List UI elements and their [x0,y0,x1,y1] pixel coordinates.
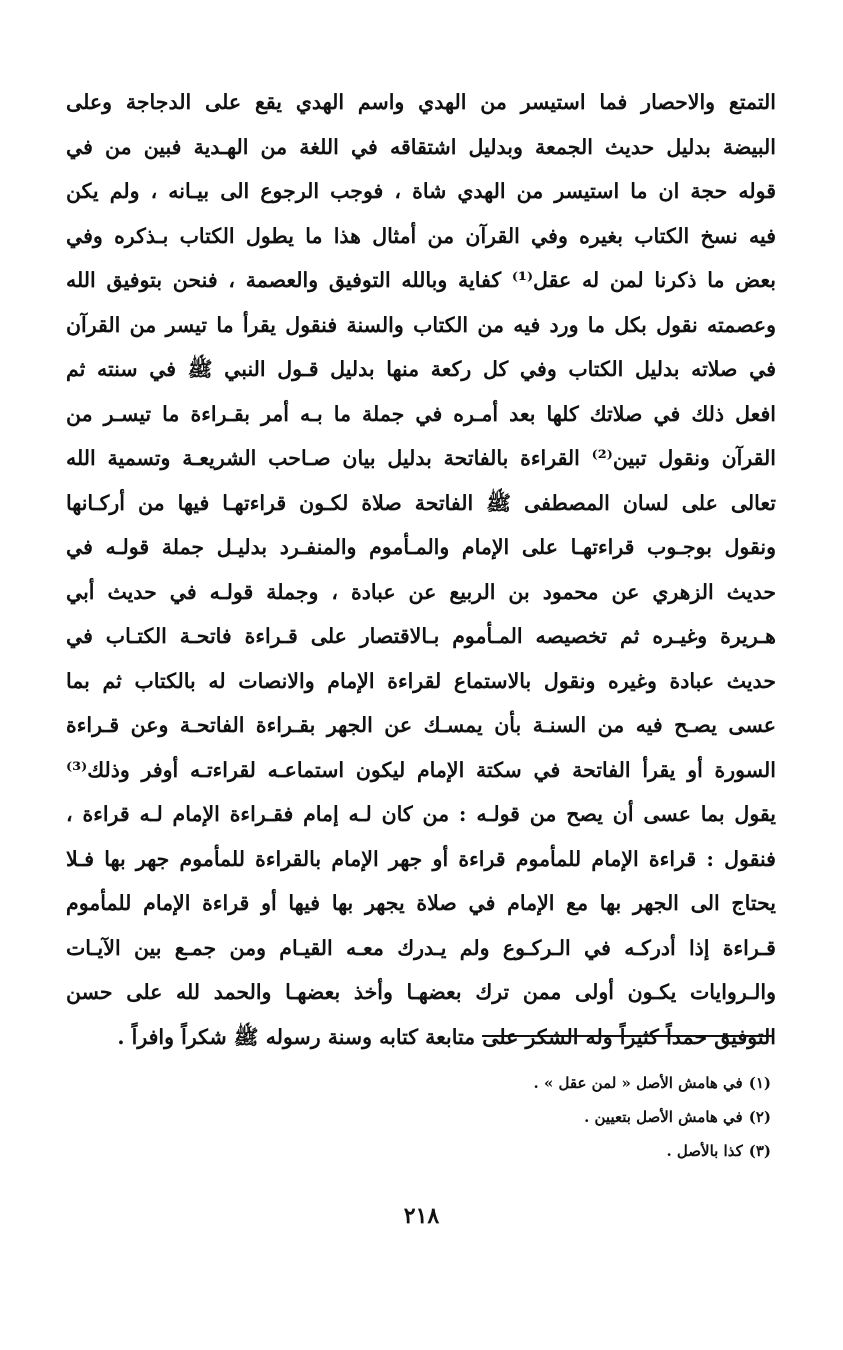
body-line-18: فنقول : قراءة الإمام للمأموم قراءة أو جهر الإمام بالقراءة للمأموم جهر بها فـلا [66,846,776,871]
body-text [66,80,776,1059]
footnote-number: (٣) [748,1142,771,1160]
body-line-20: قـراءة إذا أدركـه في الـركـوع ولم يـدرك معـه القيـام ومن جمـع بين الآيـات [66,935,776,960]
footnote-3 [351,1134,771,1168]
footnote-text: في هامش الأصل « لمن عقل » . [533,1074,743,1092]
body-line-21: والـروايات يكـون أولى ممن ترك بعضهـا وأخذ بعضهـا والحمد لله على حسن [66,980,776,1004]
footnote-separator [482,1035,772,1037]
body-line-3: قوله حجة ان ما استيسر من الهدي شاة ، فوجب الرجوع الى بيـانه ، ولم يكن [66,179,776,203]
body-line-9: القرآن ونقول تبين⁽²⁾ القراءة بالفاتحة بدليل بيان صـاحب الشريعـة وتسمية الله [66,446,776,470]
page-number: ٢١٨ [403,1203,440,1229]
body-line-12: حديث الزهري عن محمود بن الربيع عن عبادة ، وجملة قولـه في حديث أبي [66,579,776,604]
body-line-19: يحتاج الى الجهر بها مع الإمام في صلاة يجهر بها فيها أو قراءة الإمام للمأموم [66,891,776,915]
footnotes [351,1066,771,1168]
footnote-number: (٢) [748,1108,771,1126]
body-line-1: التمتع والاحصار فما استيسر من الهدي واسم الهدي يقع على الدجاجة وعلى [66,90,776,114]
body-line-2: البيضة بدليل حديث الجمعة وبدليل اشتقاقه في اللغة من الهـدية فبين من في [66,134,776,159]
body-line-22: التوفيق حمداً كثيراً وله الشكر على متابعة كتابه وسنة رسوله ﷺ شكراً وافراً . [117,1024,776,1049]
body-line-6: وعصمته نقول بكل ما ورد فيه من الكتاب والسنة فنقول يقرأ ما تيسر من القرآن [66,312,776,337]
body-line-7: في صلاته بدليل الكتاب وفي كل ركعة منها بدليل قـول النبي ﷺ في سنته ثم [66,357,776,381]
body-line-4: فيه نسخ الكتاب بغيره وفي القرآن من أمثال هذا ما يطول الكتاب بـذكره وفي [66,223,776,248]
body-line-17: يقول بما عسى أن يصح من قولـه : من كان لـه إمام فقـراءة الإمام لـه قراءة ، [66,802,776,826]
body-line-15: عسى يصـح فيه من السنـة بأن يمسـك عن الجهر بقـراءة الفاتحـة وعن قـراءة [66,713,776,737]
body-line-16: السورة أو يقرأ الفاتحة في سكتة الإمام ليكون استماعـه لقراءتـه أوفر وذلك⁽³⁾ [66,757,776,782]
body-line-14: حديث عبادة وغيره ونقول بالاستماع لقراءة الإمام والانصات له بالكتاب ثم بما [66,668,776,693]
body-line-5: بعض ما ذكرنا لمن له عقل⁽¹⁾ كفاية وبالله التوفيق والعصمة ، فنحن بتوفيق الله [66,268,776,292]
body-line-10: تعالى على لسان المصطفى ﷺ الفاتحة صلاة لكـون قراءتهـا فيها من أركـانها [66,490,776,515]
footnote-2 [351,1100,771,1134]
body-line-13: هـريرة وغيـره ثم تخصيصه المـأموم بـالاقتصار على قـراءة فاتحـة الكتـاب في [66,624,776,648]
body-line-11: ونقول بوجـوب قراءتهـا على الإمام والمـأموم والمنفـرد بدليـل جملة قولـه في [66,535,776,559]
body-line-8: افعل ذلك في صلاتك كلها بعد أمـره في جملة ما بـه أمر بقـراءة ما تيسـر من [66,401,776,426]
footnote-1 [351,1066,771,1100]
footnote-number: (١) [748,1074,771,1092]
footnote-text: في هامش الأصل بتعيين . [584,1108,743,1126]
footnote-text: كذا بالأصل . [666,1142,743,1160]
